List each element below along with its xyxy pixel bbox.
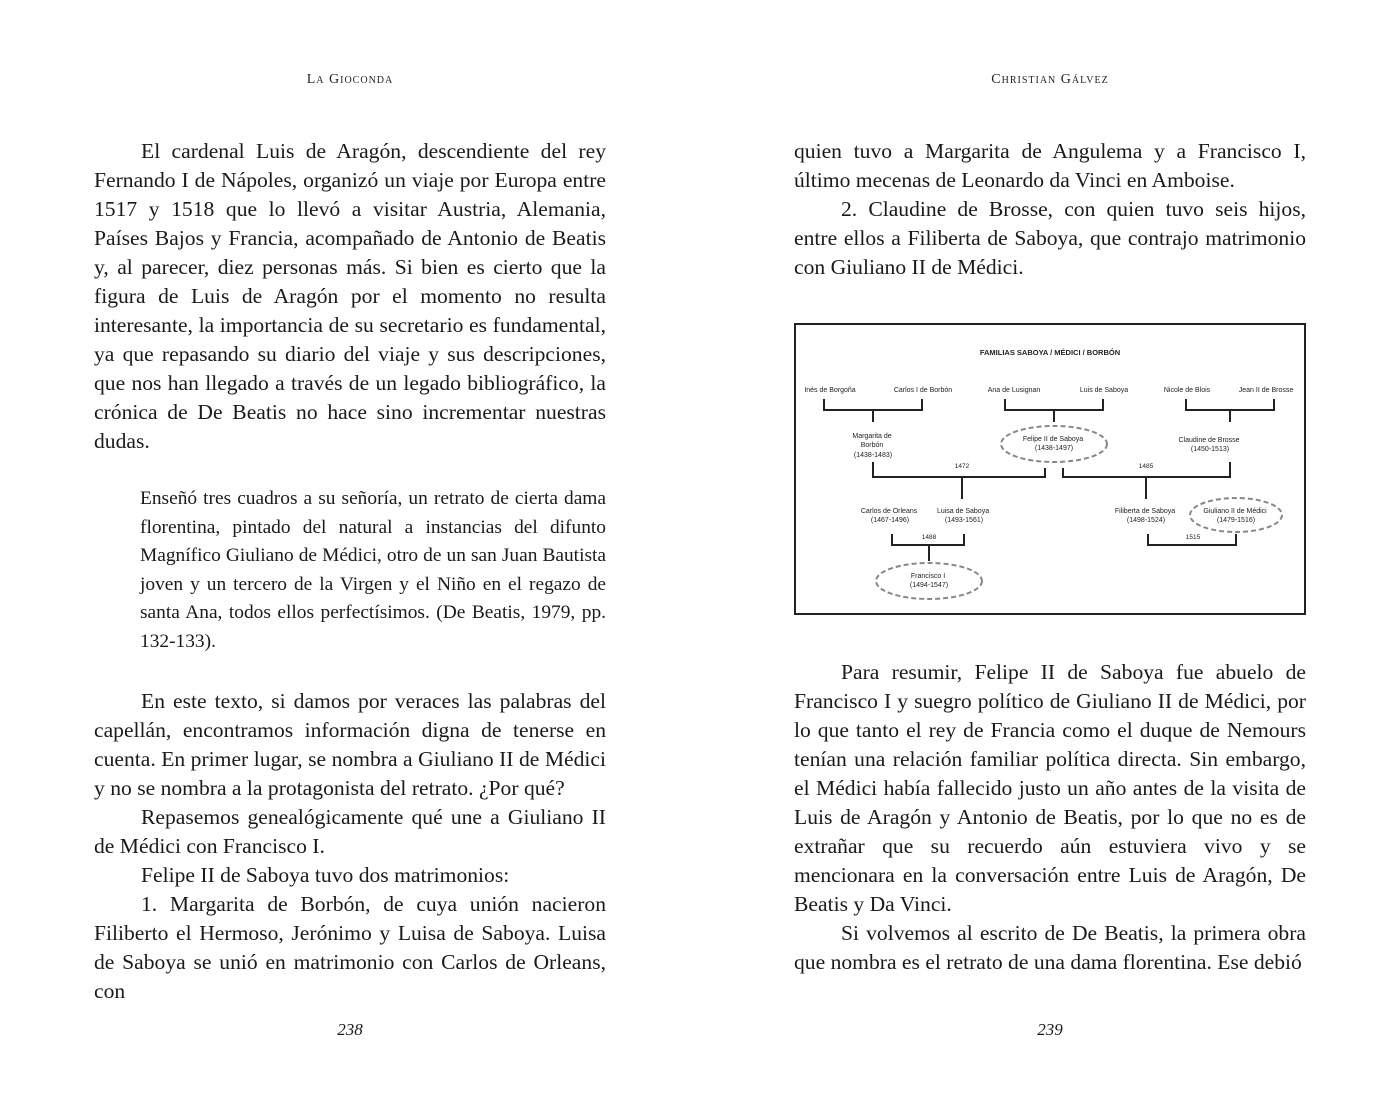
left-paragraph-3: Repasemos genealógicamente qué une a Giuliano II de Médici con Francisco I.: [94, 805, 606, 858]
margarita-line-3: (1438-1483): [853, 452, 893, 459]
name-jean: Jean II de Brosse: [1238, 387, 1294, 394]
name-ana: Ana de Lusignan: [987, 387, 1041, 394]
top-connectors: [824, 399, 1274, 422]
francisco-highlight: [876, 563, 982, 599]
giuliano-line-2: (1479-1516): [1216, 517, 1256, 524]
middle-connectors: [873, 462, 1230, 499]
giuliano-highlight: [1190, 498, 1282, 532]
carlos-orleans-line-2: (1467-1496): [870, 517, 910, 524]
lower-connectors: [892, 534, 1236, 561]
luisa-line-1: Luisa de Saboya: [936, 508, 990, 515]
left-paragraph-5: 1. Margarita de Borbón, de cuya unión nacieron Filiberto el Hermoso, Jerónimo y Luisa de Saboya. Luisa de Saboya se unió en matrimonio con Carlos de Orleans, con: [94, 892, 606, 1003]
year-1485: 1485: [1138, 463, 1154, 470]
giuliano-line-1: Giuliano II de Médici: [1203, 508, 1267, 515]
left-paragraph-4: Felipe II de Saboya tuvo dos matrimonios:: [141, 863, 510, 887]
right-page: [700, 0, 1400, 1114]
felipe-label: [1023, 436, 1085, 452]
name-nicole: Nicole de Blois: [1163, 387, 1211, 394]
felipe-highlight: [1001, 426, 1107, 462]
filiberta-label: [1115, 508, 1177, 524]
filiberta-line-1: Filiberta de Saboya: [1114, 508, 1176, 515]
right-paragraph-4: Si volvemos al escrito de De Beatis, la primera obra que nombra es el retrato de una dama florentina. Ese debió: [794, 921, 1306, 974]
running-head-right-text: Christian Gálvez: [991, 72, 1109, 87]
right-paragraph-3: Para resumir, Felipe II de Saboya fue abuelo de Francisco I y suegro político de Giuliano II de Médici, por lo que tanto el rey de Francia como el duque de Nemours tenían una relación familiar política directa. Sin embargo, el Médici había fallecido justo un año antes de la visita de Luis de Aragón y Antonio de Beatis, por lo que no es de extrañar que su recuerdo aún estuviera vivo y se mencionara en la conversación entre Luis de Aragón, De Beatis y Da Vinci.: [794, 660, 1306, 916]
francisco-label: [910, 573, 948, 589]
margarita-label: [852, 433, 893, 459]
right-paragraph-2: 2. Claudine de Brosse, con quien tuvo seis hijos, entre ellos a Filiberta de Saboya, que contrajo matrimonio con Giuliano II de Médici.: [794, 197, 1306, 279]
diagram-title: FAMILIAS SABOYA / MÉDICI / BORBÓN: [979, 348, 1121, 357]
family-tree-diagram: [794, 323, 1306, 615]
claudine-label: [1178, 437, 1241, 453]
claudine-line-2: (1450-1513): [1190, 446, 1230, 453]
felipe-line-2: (1438-1497): [1034, 445, 1074, 452]
margarita-line-2: Borbón: [860, 442, 884, 449]
folio-right: 239: [1037, 1020, 1063, 1039]
family-tree-svg: [796, 325, 1304, 613]
name-carlos-i: Carlos I de Borbón: [893, 387, 953, 394]
year-1488: 1488: [921, 534, 937, 541]
francisco-line-2: (1494-1547): [909, 582, 949, 589]
felipe-line-1: Felipe II de Saboya: [1022, 436, 1084, 443]
left-paragraph-2: En este texto, si damos por veraces las palabras del capellán, encontramos información digna de tenerse en cuenta. En primer lugar, se nombra a Giuliano II de Médici y no se nombra a la protagonista del retrato. ¿Por qué?: [94, 689, 606, 800]
name-ines: Inés de Borgoña: [804, 387, 856, 394]
name-luis: Luis de Saboya: [1079, 387, 1129, 394]
francisco-line-1: Francisco I: [910, 573, 946, 580]
luisa-label: [937, 508, 991, 524]
running-head-right: [700, 72, 1400, 88]
quote-text: Enseñó tres cuadros a su señoría, un retrato de cierta dama florentina, pintado del natural a instancias del difunto Magnífico Giuliano de Médici, otro de un san Juan Bautista joven y un tercero de la Virgen y el Niño en el regazo de santa Ana, todos ellos perfectísimos. (De Beatis, 1979, pp. 132-133).: [140, 488, 606, 652]
carlos-orleans-line-1: Carlos de Orleans: [860, 508, 918, 515]
luisa-line-2: (1493-1561): [944, 517, 984, 524]
margarita-line-1: Margarita de: [852, 433, 892, 440]
year-1472: 1472: [954, 463, 970, 470]
right-paragraph-1: quien tuvo a Margarita de Angulema y a Francisco I, último mecenas de Leonardo da Vinci en Amboise.: [794, 139, 1306, 192]
running-head-left: [0, 72, 700, 88]
giuliano-label: [1203, 508, 1268, 524]
claudine-line-1: Claudine de Brosse: [1178, 437, 1240, 444]
left-text-block-1: [94, 137, 606, 456]
left-text-block-2: [94, 687, 606, 1006]
filiberta-line-2: (1498-1524): [1126, 517, 1166, 524]
year-1515: 1515: [1185, 534, 1201, 541]
left-paragraph-1: El cardenal Luis de Aragón, descendiente del rey Fernando I de Nápoles, organizó un viaje por Europa entre 1517 y 1518 que lo llevó a visitar Austria, Alemania, Países Bajos y Francia, acompañado de Antonio de Beatis y, al parecer, diez personas más. Si bien es cierto que la figura de Luis de Aragón por el momento no resulta interesante, la importancia de su secretario es fundamental, ya que repasando su diario del viaje y sus descripciones, que nos han llegado a través de un legado bibliográfico, la crónica de De Beatis no hace sino incrementar nuestras dudas.: [94, 139, 606, 453]
running-head-left-text: La Gioconda: [306, 72, 394, 87]
right-text-block-1: [794, 137, 1306, 282]
right-text-block-2: [794, 658, 1306, 977]
carlos-orleans-label: [861, 508, 919, 524]
folio-left: 238: [337, 1020, 363, 1039]
block-quote: [140, 485, 606, 657]
